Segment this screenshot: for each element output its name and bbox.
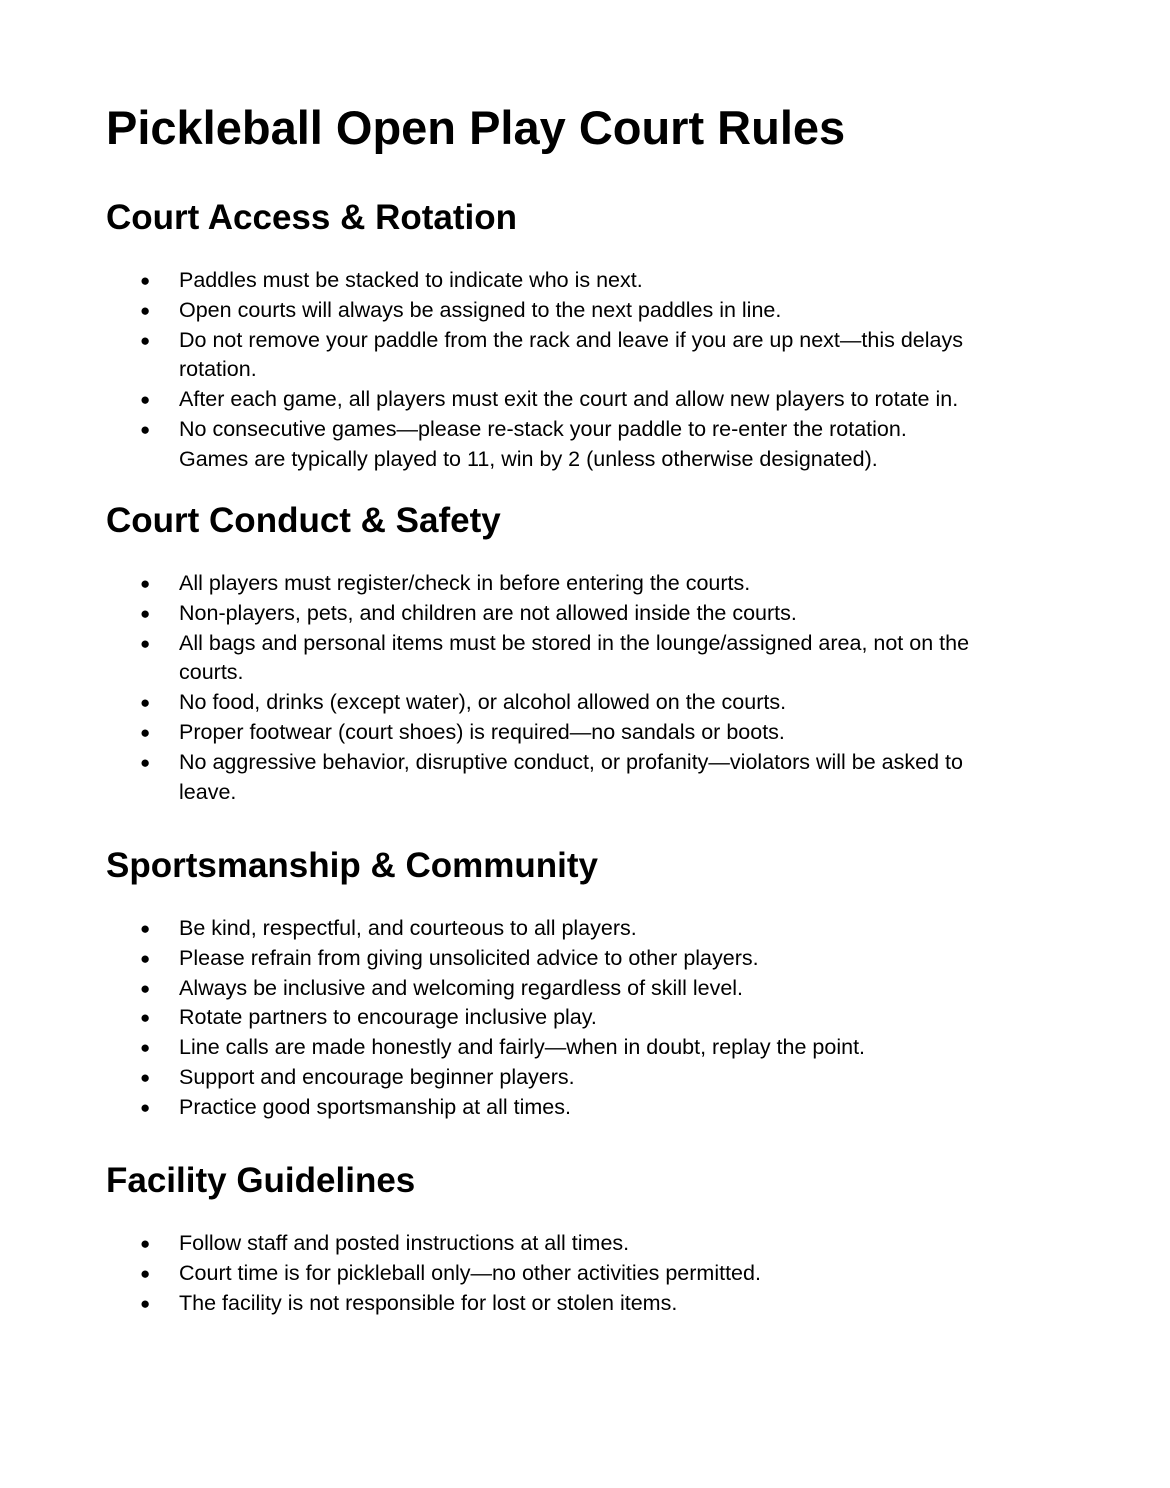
list-item: ● Do not remove your paddle from the rack and leave if you are up next—this delays rotation. <box>140 327 963 382</box>
list-item: ● Follow staff and posted instructions at all times. <box>106 1229 1024 1259</box>
bullet-icon: ● <box>140 1293 151 1313</box>
section-court-conduct <box>106 499 1026 804</box>
list-item: ● Court time is for pickleball only—no other activities permitted. <box>106 1259 1024 1289</box>
list-item: ● All players must register/check in before entering the courts. <box>106 569 1024 599</box>
list-item: ● Line calls are made honestly and fairly—when in doubt, replay the point. <box>106 1033 1024 1063</box>
bullet-icon: ● <box>140 948 151 968</box>
list-item: ● No consecutive games—please re-stack your paddle to re-enter the rotation. Games are typically played to 11, win by 2 (unless otherwise designated). <box>106 415 1024 475</box>
list-item: ● Always be inclusive and welcoming regardless of skill level. <box>106 974 1024 1004</box>
bullet-icon: ● <box>140 390 151 410</box>
list-item: ● Open courts will always be assigned to the next paddles in line. <box>106 296 1024 326</box>
list-item: ● The facility is not responsible for lost or stolen items. <box>106 1289 1024 1319</box>
list-item: ● Please refrain from giving unsolicited advice to other players. <box>106 944 1024 974</box>
list-item: ● Paddles must be stacked to indicate who is next. <box>106 266 1024 296</box>
bullet-icon: ● <box>140 978 151 998</box>
list-item: ● No food, drinks (except water), or alcohol allowed on the courts. <box>106 688 1024 718</box>
bullet-list <box>106 569 1026 807</box>
bullet-icon: ● <box>140 1008 151 1028</box>
section-court-access <box>106 196 1026 471</box>
bullet-list <box>106 914 1026 1123</box>
section-sportsmanship <box>106 844 1026 1119</box>
bullet-list <box>106 266 1026 475</box>
list-item: ● Proper footwear (court shoes) is required—no sandals or boots. <box>106 718 1024 748</box>
list-item: ● Non-players, pets, and children are not allowed inside the courts. <box>106 599 1024 629</box>
bullet-icon: ● <box>140 300 151 320</box>
list-item: ● Support and encourage beginner players. <box>106 1063 1024 1093</box>
list-item: ● After each game, all players must exit the court and allow new players to rotate in. <box>106 385 1024 415</box>
bullet-icon: ● <box>140 603 151 623</box>
section-heading: Court Access & Rotation <box>106 198 517 237</box>
section-heading: Sportsmanship & Community <box>106 846 598 885</box>
section-heading: Court Conduct & Safety <box>106 501 501 540</box>
list-item: ● All bags and personal items must be stored in the lounge/assigned area, not on the courts. <box>140 630 970 685</box>
bullet-icon: ● <box>140 693 151 713</box>
list-item: ● Be kind, respectful, and courteous to all players. <box>106 914 1024 944</box>
bullet-icon: ● <box>140 919 151 938</box>
bullet-icon: ● <box>140 330 151 350</box>
bullet-icon: ● <box>140 419 151 439</box>
bullet-icon: ● <box>140 1097 151 1117</box>
bullet-icon: ● <box>140 722 151 742</box>
bullet-icon: ● <box>140 1234 151 1253</box>
list-item-continuation: Games are typically played to 11, win by 2 (unless otherwise designated). <box>179 446 878 471</box>
bullet-icon: ● <box>140 1067 151 1087</box>
bullet-icon: ● <box>140 574 151 593</box>
list-item: ● Rotate partners to encourage inclusive play. <box>106 1003 1024 1033</box>
bullet-icon: ● <box>140 633 151 653</box>
bullet-icon: ● <box>140 1263 151 1283</box>
bullet-icon: ● <box>140 752 151 772</box>
section-facility <box>106 1159 1026 1315</box>
page-title: Pickleball Open Play Court Rules <box>106 101 846 154</box>
bullet-icon: ● <box>140 271 151 290</box>
bullet-icon: ● <box>140 1038 151 1058</box>
list-item: ● No aggressive behavior, disruptive conduct, or profanity—violators will be asked to leave. <box>140 749 963 804</box>
section-heading: Facility Guidelines <box>106 1161 416 1200</box>
list-item: ● Practice good sportsmanship at all times. <box>106 1093 1024 1123</box>
bullet-list <box>106 1229 1026 1318</box>
